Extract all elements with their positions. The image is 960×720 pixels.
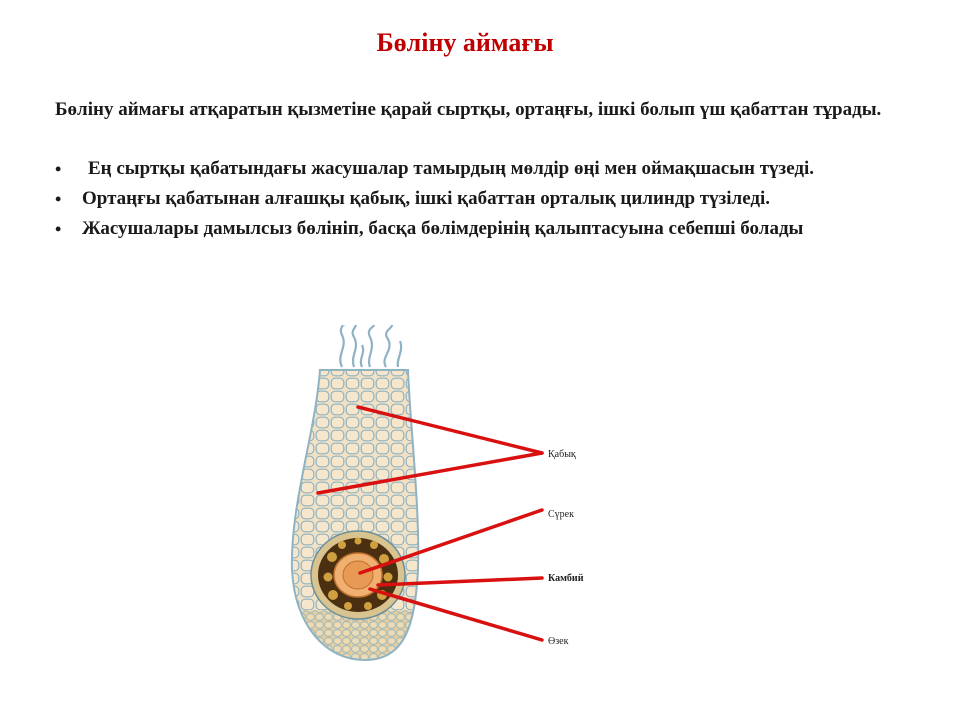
label-ozek: Өзек: [548, 636, 569, 647]
bullet-text: Жасушалары дамылсыз бөлініп, басқа бөлімдерінің қалыптасуына себепші болады: [82, 218, 804, 239]
intro-paragraph: Бөліну аймағы атқаратын қызметіне қарай сыртқы, ортаңғы, ішкі болып үш қабаттан тұрады.: [55, 99, 882, 120]
label-surek: Сүрек: [548, 509, 574, 520]
bullet-icon: •: [55, 219, 62, 239]
bullet-icon: •: [55, 189, 62, 209]
bullet-text: Ортаңғы қабатынан алғашқы қабық, ішкі қабаттан орталық цилиндр түзіледі.: [82, 188, 771, 209]
label-kambiy: Камбий: [548, 573, 584, 584]
bullet-item: [55, 215, 935, 243]
central-cylinder: [311, 531, 405, 619]
bullet-item: [55, 155, 935, 183]
root-body: [270, 355, 470, 665]
bullet-text: Ең сыртқы қабатындағы жасушалар тамырдың мөлдір өңі мен оймақшасын түзеді.: [88, 158, 815, 179]
slide-title: Бөліну аймағы: [376, 28, 554, 57]
bullet-icon: •: [55, 159, 62, 179]
root-tip-diagram: [270, 325, 630, 665]
root-hairs: [340, 325, 401, 367]
label-kabyk: Қабық: [548, 449, 576, 460]
bullet-item: [55, 185, 935, 213]
bullet-list: [55, 155, 935, 245]
